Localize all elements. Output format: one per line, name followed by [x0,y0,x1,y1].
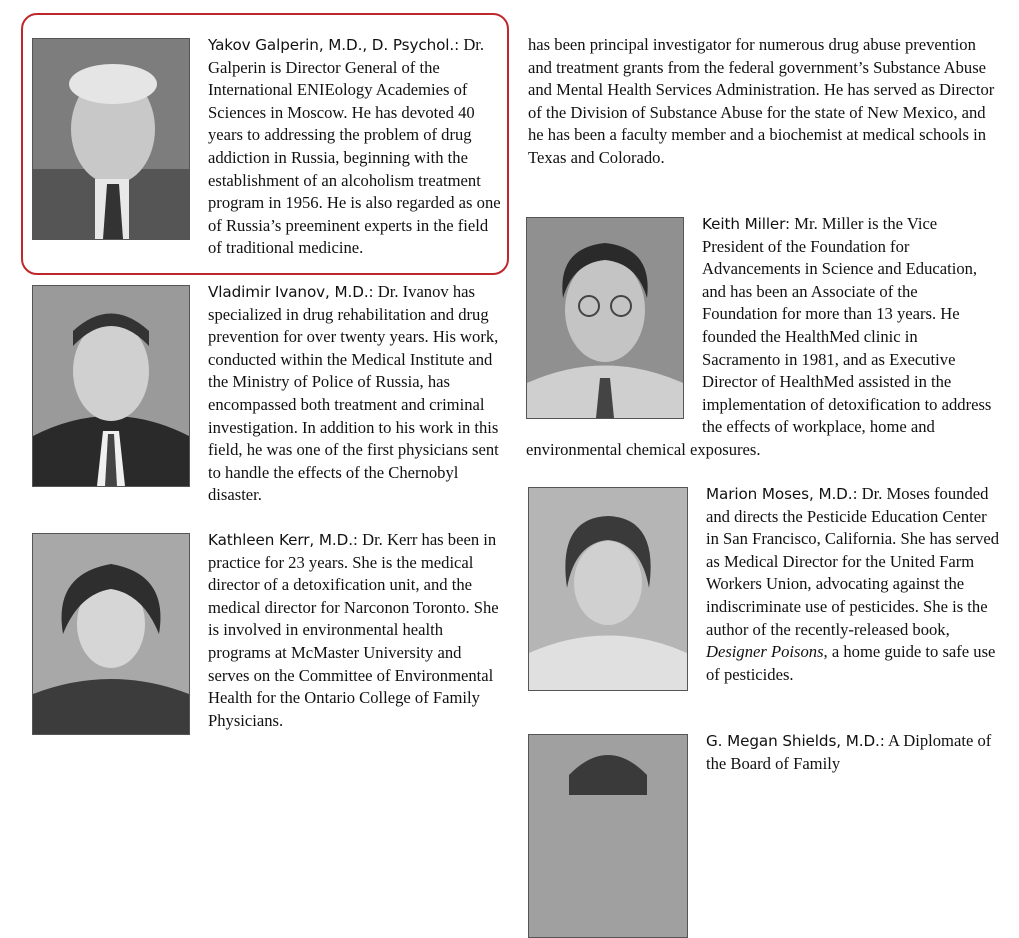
photo-kerr [32,533,190,735]
name-kerr: Kathleen Kerr, M.D.: [208,531,358,549]
text-moses-2: , a home guide to safe use of pesticides. [706,642,996,684]
photo-moses [528,487,688,691]
photo-galperin [32,38,190,240]
bio-miller [526,213,994,462]
bio-moses [528,483,1000,691]
photo-shields [528,734,688,938]
photo-miller [526,217,684,419]
name-miller: Keith Miller: [702,215,791,233]
text-kerr: Dr. Kerr has been in practice for 23 years. She is the medical director of a detoxification unit, and the medical director for Narconon Toronto. She is involved in environmental health programs at McMaster University and serves on the Committee of Environmental Health for the Ontario College of Family Physicians. [208,530,499,730]
text-galperin: Dr. Galperin is Director General of the International ENIEology Academies of Sciences in Moscow. He has devoted 40 years to addressing the problem of drug addiction in Russia, beginning with the establishment of an alcoholism treatment program in 1956. He is also regarded as one of Russia’s preeminent experts in the field of traditional medicine. [208,35,501,258]
name-moses: Marion Moses, M.D.: [706,485,858,503]
photo-ivanov [32,285,190,487]
text-moses-1: Dr. Moses founded and directs the Pesticide Education Center in San Francisco, California. She has served as Medical Director for the United Farm Workers Union, advocating against the indiscriminate use of pesticides. She is the author of the recently-released book, [706,484,1000,639]
name-ivanov: Vladimir Ivanov, M.D.: [208,283,374,301]
book-title: Designer Poisons [706,642,824,662]
name-shields: G. Megan Shields, M.D.: [706,732,885,750]
text-shields: A Diplomate of the Board of Family [706,731,992,773]
text-ivanov: Dr. Ivanov has specialized in drug rehabilitation and drug prevention for over twenty years. His work, conducted within the Medical Institute and the Ministry of Police of Russia, has encompassed both treatment and criminal investigation. In addition to his work in this field, he was one of the first physicians sent to handle the effects of the Chernobyl disaster. [208,282,499,505]
text-continuation: has been principal investigator for numerous drug abuse prevention and treatment grants from the federal government’s Substance Abuse and Mental Health Services Administration. He has served as Director of the Division of Substance Abuse for the state of New Mexico, and he has been a faculty member and a biochemist at medical schools in Texas and Colorado. [528,35,995,167]
bio-galperin [32,34,504,260]
bio-ivanov [32,281,506,507]
text-miller: Mr. Miller is the Vice President of the Foundation for Advancements in Science and Education, and has been an Associate of the Foundation for more than 13 years. He founded the HealthMed clinic in Sacramento in 1981, and as Executive Director of HealthMed assisted in the implementation of detoxification to address the effects of workplace, home and environmental chemical exposures. [526,214,992,459]
bio-kerr [32,529,506,735]
bio-shields [528,730,1000,938]
bio-continuation [528,34,998,170]
name-galperin: Yakov Galperin, M.D., D. Psychol.: [208,36,460,54]
